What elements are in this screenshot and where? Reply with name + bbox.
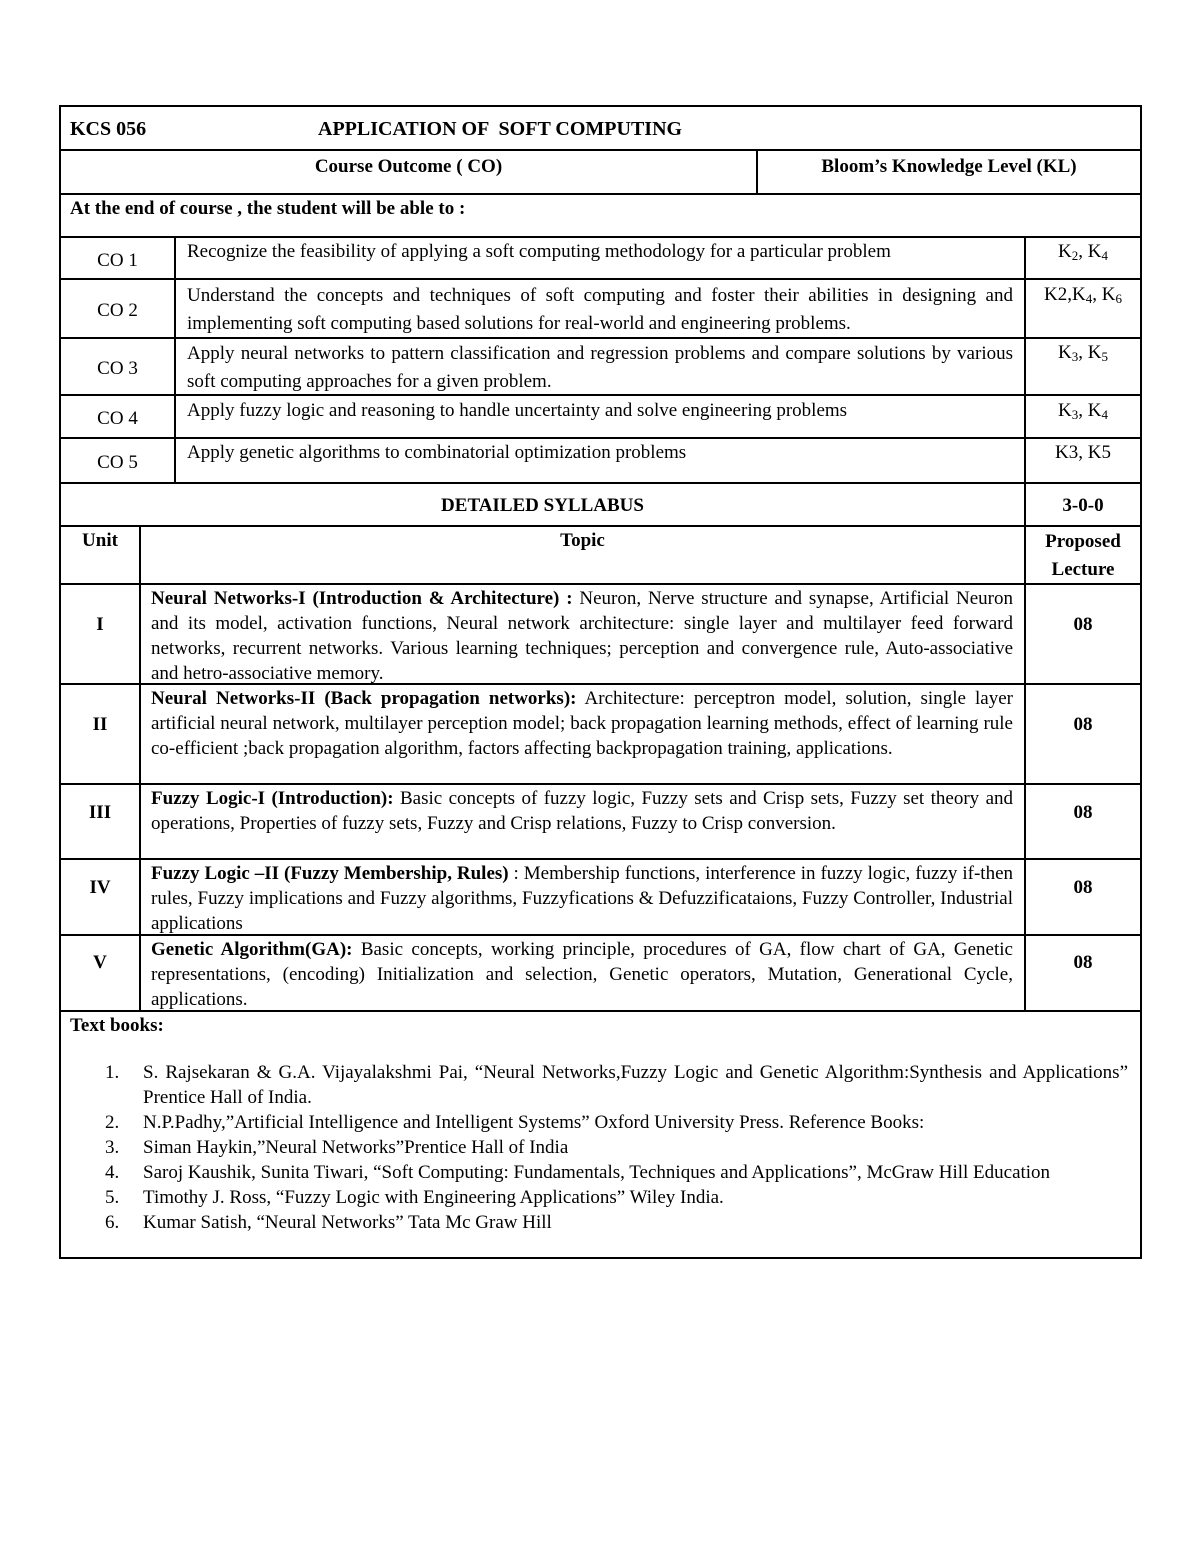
textbook-text: Siman Haykin,”Neural Networks”Prentice Hall of India [143, 1137, 569, 1158]
co-text: Apply neural networks to pattern classification and regression problems and compare solutions by various soft computing approaches for a given problem. [187, 343, 1013, 392]
unit-lectures: 08 [1073, 952, 1093, 973]
unit-body: Basic concepts of fuzzy logic, Fuzzy sets and Crisp sets, Fuzzy set theory and operations, Properties of fuzzy sets, Fuzzy and Crisp relations, Fuzzy to Crisp conversion. [151, 788, 1013, 834]
textbooks-list [61, 1060, 1128, 1235]
textbook-item [61, 1060, 1128, 1110]
unit-lectures: 08 [1073, 877, 1093, 898]
col-topic: Topic [560, 530, 605, 551]
unit-body: Basic concepts, working principle, procedures of GA, flow chart of GA, Genetic representations, (encoding) Initialization and selection, Genetic operators, Mutation, Generational Cycle, applications. [151, 939, 1013, 1010]
textbook-item [61, 1210, 1128, 1235]
unit-topic [151, 937, 1013, 1012]
textbooks-title: Text books: [70, 1015, 164, 1036]
unit-heading: Neural Networks-I (Introduction & Architecture) : [151, 588, 573, 609]
textbook-number: 6. [105, 1212, 120, 1233]
co-kl: K3, K5 [1055, 442, 1111, 463]
co-id: CO 5 [97, 452, 138, 473]
co-kl: $K_3$, $K_4$ [1058, 400, 1108, 422]
unit-body: Architecture: perceptron model, solution, single layer artificial neural network, multilayer perception model; back propagation learning methods, effect of learning rule co-efficient ;back propagation algorithm, factors affecting backpropagation training, applications. [151, 688, 1013, 759]
unit-number: IV [89, 877, 111, 898]
co-id: CO 3 [97, 358, 138, 379]
unit-number: II [92, 714, 108, 735]
co-id: CO 4 [97, 408, 138, 429]
unit-topic [151, 586, 1013, 686]
unit-heading: Neural Networks-II (Back propagation networks): [151, 688, 577, 709]
co-text: Recognize the feasibility of applying a soft computing methodology for a particular problem [187, 241, 891, 262]
unit-lectures: 08 [1073, 714, 1093, 735]
unit-heading: Fuzzy Logic –II (Fuzzy Membership, Rules) [151, 863, 509, 884]
textbook-number: 5. [105, 1187, 120, 1208]
textbook-text: Timothy J. Ross, “Fuzzy Logic with Engineering Applications” Wiley India. [143, 1187, 724, 1208]
syllabus-ltp: 3-0-0 [1062, 495, 1104, 516]
textbook-item [61, 1160, 1128, 1185]
textbook-number: 2. [105, 1112, 120, 1133]
unit-body: : Membership functions, interference in fuzzy logic, fuzzy if-then rules, Fuzzy implications and Fuzzy algorithms, Fuzzyfications & Defuzzificataions, Fuzzy Controller, Industrial applications [151, 863, 1013, 934]
co-header: Course Outcome ( CO) [314, 156, 503, 177]
unit-heading: Genetic Algorithm(GA): [151, 939, 353, 960]
textbook-number: 1. [105, 1062, 120, 1083]
col-unit: Unit [82, 530, 118, 551]
course-title: APPLICATION OF SOFT COMPUTING [318, 118, 683, 140]
syllabus-title: DETAILED SYLLABUS [441, 495, 644, 516]
co-kl: $K_3$, $K_5$ [1058, 342, 1108, 364]
intro-text: At the end of course , the student will be able to : [70, 198, 466, 219]
unit-lectures: 08 [1073, 802, 1093, 823]
co-id: CO 2 [97, 300, 138, 321]
unit-number: III [88, 802, 112, 823]
co-kl: $K2,K_4$, $K_6$ [1044, 284, 1122, 306]
unit-lectures: 08 [1073, 614, 1093, 635]
kl-header: Bloom’s Knowledge Level (KL) [821, 156, 1077, 177]
textbook-item [61, 1110, 1128, 1135]
unit-topic [151, 861, 1013, 936]
co-text: Understand the concepts and techniques of soft computing and foster their abilities in designing and implementing soft computing based solutions for real-world and engineering problems. [187, 285, 1013, 334]
textbook-text: N.P.Padhy,”Artificial Intelligence and Intelligent Systems” Oxford University Press. Reference Books: [143, 1112, 925, 1133]
unit-number: I [96, 614, 104, 635]
unit-heading: Fuzzy Logic-I (Introduction): [151, 788, 394, 809]
textbook-number: 4. [105, 1162, 120, 1183]
co-text: Apply fuzzy logic and reasoning to handle uncertainty and solve engineering problems [187, 400, 848, 421]
unit-topic [151, 686, 1013, 761]
textbook-text: Saroj Kaushik, Sunita Tiwari, “Soft Computing: Fundamentals, Techniques and Applications”, McGraw Hill Education [143, 1162, 1051, 1183]
unit-number: V [93, 952, 107, 973]
unit-body: Neuron, Nerve structure and synapse, Artificial Neuron and its model, activation functions, Neural network architecture: single layer and multilayer feed forward networks, recurrent networks. Various learning techniques; perception and convergence rule, Auto-associative and hetro-associative memory. [151, 588, 1013, 684]
co-text: Apply genetic algorithms to combinatorial optimization problems [187, 442, 687, 463]
textbook-item [61, 1135, 1128, 1160]
co-kl: $K_2$, $K_4$ [1058, 241, 1108, 263]
unit-topic [151, 786, 1013, 836]
textbook-text: Kumar Satish, “Neural Networks” Tata Mc Graw Hill [143, 1212, 552, 1233]
co-id: CO 1 [97, 250, 138, 271]
textbook-text: S. Rajsekaran & G.A. Vijayalakshmi Pai, “Neural Networks,Fuzzy Logic and Genetic Algorithm:Synthesis and Applications” Prentice Hall of India. [143, 1062, 1128, 1108]
textbook-number: 3. [105, 1137, 120, 1158]
textbook-item [61, 1185, 1128, 1210]
course-code: KCS 056 [70, 118, 147, 140]
col-lecture: Proposed Lecture [1045, 531, 1121, 580]
